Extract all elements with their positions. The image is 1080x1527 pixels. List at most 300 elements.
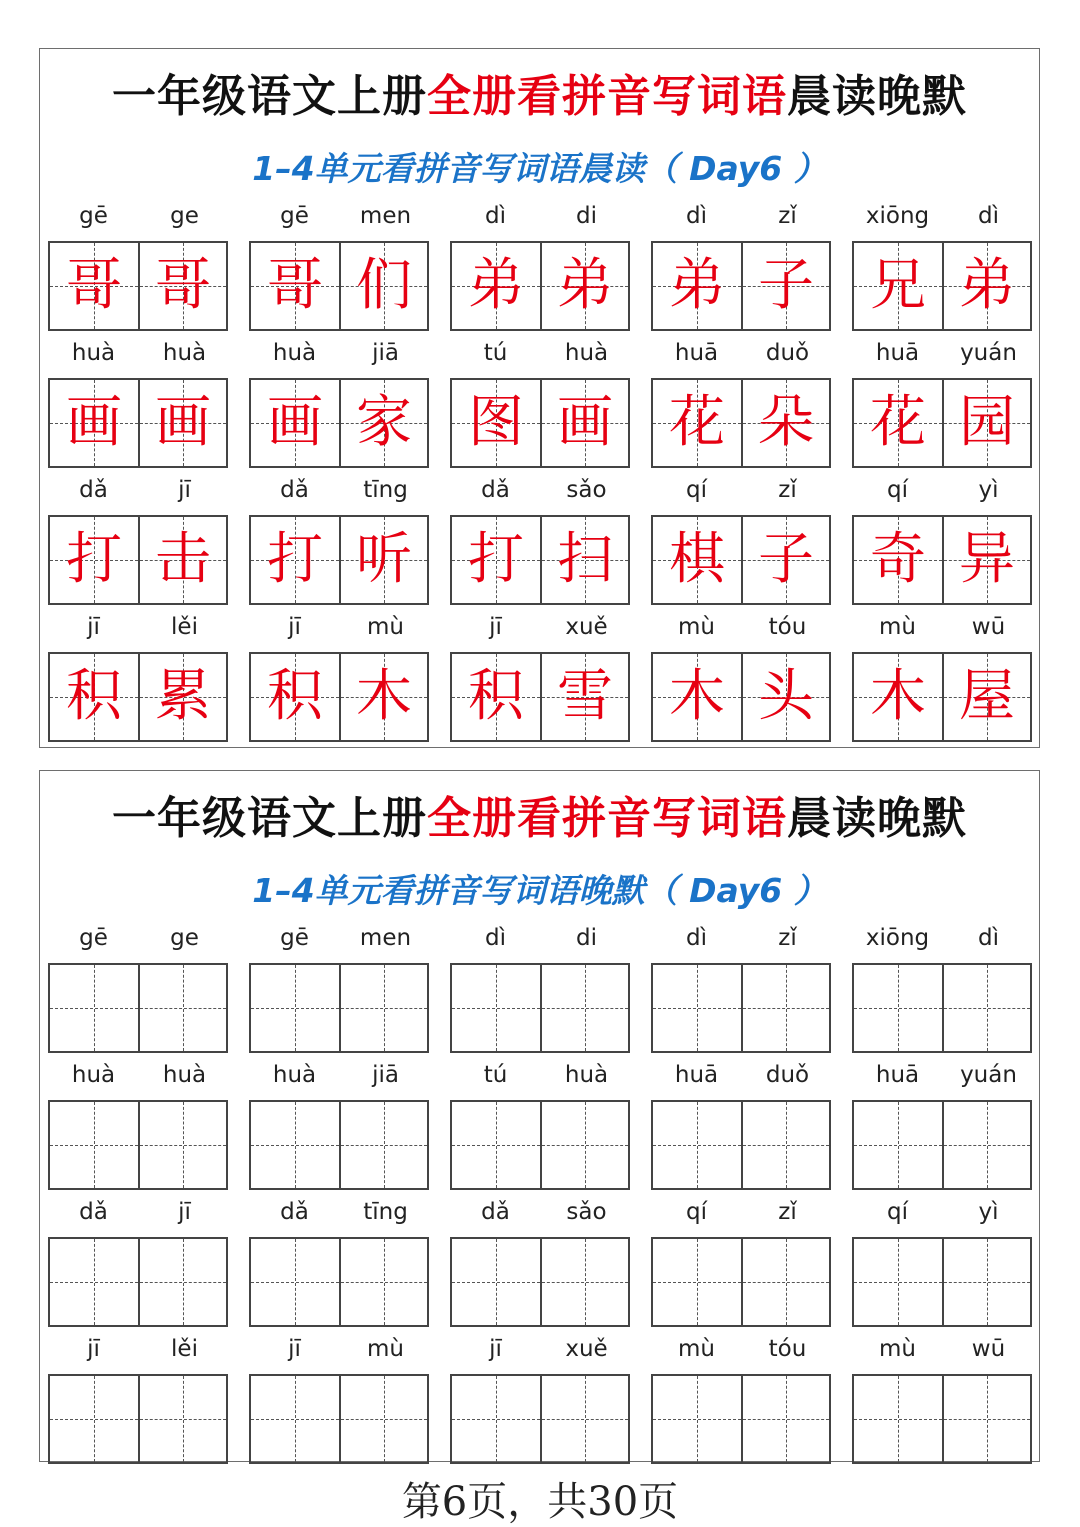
writing-cell[interactable] bbox=[339, 1102, 427, 1188]
writing-cell[interactable] bbox=[854, 1376, 942, 1462]
pinyin: yuán bbox=[960, 1062, 1017, 1088]
tianzige-box[interactable] bbox=[450, 963, 630, 1053]
pinyin: huà bbox=[564, 1062, 609, 1088]
tianzige-box bbox=[48, 652, 228, 742]
pinyin-line bbox=[852, 1332, 1034, 1372]
writing-cell[interactable] bbox=[540, 1102, 628, 1188]
pinyin-line bbox=[48, 1332, 230, 1372]
writing-cell[interactable] bbox=[653, 1376, 741, 1462]
hanzi: 累 bbox=[155, 664, 211, 729]
writing-cell[interactable] bbox=[50, 1102, 138, 1188]
tianzige-box bbox=[852, 652, 1032, 742]
writing-cell[interactable] bbox=[138, 1376, 226, 1462]
hanzi: 积 bbox=[468, 664, 524, 729]
hanzi: 木 bbox=[870, 664, 926, 729]
pinyin-line bbox=[450, 336, 632, 376]
pinyin: mù bbox=[678, 1336, 715, 1362]
tianzige-box[interactable] bbox=[249, 1374, 429, 1464]
pinyin: qí bbox=[887, 1199, 908, 1225]
pinyin-line bbox=[651, 610, 833, 650]
pinyin: jiā bbox=[372, 1062, 399, 1088]
hanzi: 哥 bbox=[66, 253, 122, 318]
word-pair bbox=[48, 921, 230, 1058]
pinyin: jī bbox=[178, 1199, 191, 1225]
pinyin: tīng bbox=[363, 1199, 408, 1225]
pinyin-line bbox=[450, 921, 632, 961]
hanzi: 打 bbox=[468, 527, 524, 592]
tianzige-box bbox=[852, 515, 1032, 605]
hanzi: 听 bbox=[356, 527, 412, 592]
title-topic: 全册看拼音写词语 bbox=[427, 71, 787, 122]
pinyin-line bbox=[450, 199, 632, 239]
pinyin: jī bbox=[288, 1336, 301, 1362]
writing-cell bbox=[854, 654, 942, 740]
word-pair bbox=[852, 473, 1034, 610]
writing-cell bbox=[251, 654, 339, 740]
pinyin: wū bbox=[971, 1336, 1006, 1362]
tianzige-box[interactable] bbox=[852, 1237, 1032, 1327]
writing-cell bbox=[854, 517, 942, 603]
pinyin-line bbox=[450, 473, 632, 513]
word-pair bbox=[651, 199, 833, 336]
pinyin-line bbox=[249, 336, 431, 376]
pinyin: huà bbox=[71, 340, 116, 366]
evening-subtitle: 1–4单元看拼音写词语晚默（ Day6 ） bbox=[252, 871, 827, 910]
pinyin: dǎ bbox=[280, 477, 309, 503]
pinyin: ge bbox=[170, 203, 199, 229]
main-title bbox=[40, 67, 1039, 127]
writing-cell[interactable] bbox=[138, 1239, 226, 1325]
title-mode: 晨读晚默 bbox=[787, 793, 967, 844]
pinyin: lěi bbox=[171, 1336, 198, 1362]
writing-cell[interactable] bbox=[653, 965, 741, 1051]
pinyin-line bbox=[852, 336, 1034, 376]
word-pair bbox=[48, 1058, 230, 1195]
writing-cell[interactable] bbox=[339, 965, 427, 1051]
pinyin: qí bbox=[686, 477, 707, 503]
writing-cell bbox=[251, 380, 339, 466]
word-pair bbox=[852, 921, 1034, 1058]
writing-cell[interactable] bbox=[854, 1102, 942, 1188]
writing-cell[interactable] bbox=[942, 1239, 1030, 1325]
tianzige-box[interactable] bbox=[249, 1100, 429, 1190]
pinyin: dǎ bbox=[79, 477, 108, 503]
writing-cell bbox=[653, 654, 741, 740]
writing-cell bbox=[251, 517, 339, 603]
writing-cell bbox=[452, 517, 540, 603]
pinyin-line bbox=[249, 1195, 431, 1235]
writing-cell bbox=[653, 243, 741, 329]
writing-cell[interactable] bbox=[339, 1376, 427, 1462]
hanzi: 花 bbox=[669, 390, 725, 455]
pinyin: yì bbox=[978, 477, 999, 503]
word-pair bbox=[651, 1195, 833, 1332]
pinyin: xiōng bbox=[865, 203, 930, 229]
pinyin-line bbox=[651, 473, 833, 513]
writing-cell[interactable] bbox=[540, 1376, 628, 1462]
tianzige-box bbox=[450, 652, 630, 742]
tianzige-box[interactable] bbox=[852, 1100, 1032, 1190]
tianzige-box[interactable] bbox=[852, 963, 1032, 1053]
pinyin: tóu bbox=[768, 1336, 807, 1362]
writing-cell[interactable] bbox=[251, 1239, 339, 1325]
pinyin: gē bbox=[280, 203, 309, 229]
hanzi: 击 bbox=[155, 527, 211, 592]
pinyin: gē bbox=[79, 203, 108, 229]
writing-cell[interactable] bbox=[942, 1376, 1030, 1462]
pinyin: dǎ bbox=[79, 1199, 108, 1225]
pinyin: huā bbox=[674, 1062, 719, 1088]
pinyin: huà bbox=[162, 340, 207, 366]
pinyin: duǒ bbox=[765, 340, 810, 366]
word-pair bbox=[450, 336, 632, 473]
writing-cell[interactable] bbox=[50, 1376, 138, 1462]
pinyin: qí bbox=[686, 1199, 707, 1225]
pinyin-line bbox=[852, 473, 1034, 513]
writing-cell bbox=[540, 380, 628, 466]
writing-cell[interactable] bbox=[741, 1239, 829, 1325]
writing-cell bbox=[138, 517, 226, 603]
pinyin: zǐ bbox=[778, 1199, 797, 1225]
writing-cell[interactable] bbox=[540, 1239, 628, 1325]
word-pair bbox=[48, 610, 230, 747]
writing-cell bbox=[854, 380, 942, 466]
pinyin: huà bbox=[564, 340, 609, 366]
writing-cell[interactable] bbox=[138, 1102, 226, 1188]
hanzi: 子 bbox=[758, 253, 814, 318]
pinyin-line bbox=[48, 473, 230, 513]
writing-cell bbox=[741, 654, 829, 740]
writing-cell bbox=[942, 517, 1030, 603]
writing-cell[interactable] bbox=[50, 1239, 138, 1325]
pinyin: lěi bbox=[171, 614, 198, 640]
writing-cell[interactable] bbox=[653, 1102, 741, 1188]
tianzige-box bbox=[651, 241, 831, 331]
tianzige-box[interactable] bbox=[651, 1100, 831, 1190]
writing-cell[interactable] bbox=[741, 1102, 829, 1188]
word-pair bbox=[450, 1332, 632, 1469]
pinyin: jī bbox=[288, 614, 301, 640]
tianzige-box bbox=[450, 378, 630, 468]
pinyin: tú bbox=[483, 340, 508, 366]
tianzige-box bbox=[651, 515, 831, 605]
word-pair bbox=[249, 921, 431, 1058]
word-pair bbox=[450, 199, 632, 336]
pinyin-line bbox=[48, 336, 230, 376]
writing-cell bbox=[339, 380, 427, 466]
writing-cell bbox=[653, 517, 741, 603]
hanzi: 画 bbox=[557, 390, 613, 455]
writing-cell bbox=[339, 243, 427, 329]
hanzi: 头 bbox=[758, 664, 814, 729]
tianzige-box[interactable] bbox=[651, 1374, 831, 1464]
hanzi: 积 bbox=[66, 664, 122, 729]
word-row bbox=[48, 336, 1034, 473]
pinyin: mù bbox=[879, 1336, 916, 1362]
word-pair bbox=[48, 199, 230, 336]
word-pair bbox=[48, 1332, 230, 1469]
writing-cell bbox=[339, 654, 427, 740]
writing-cell bbox=[741, 517, 829, 603]
pinyin-line bbox=[249, 199, 431, 239]
word-pair bbox=[852, 1332, 1034, 1469]
pinyin: huā bbox=[674, 340, 719, 366]
pinyin: jī bbox=[87, 614, 100, 640]
hanzi: 棋 bbox=[669, 527, 725, 592]
pinyin: di bbox=[576, 925, 597, 951]
writing-cell bbox=[50, 380, 138, 466]
tianzige-box[interactable] bbox=[48, 1374, 228, 1464]
pinyin: huà bbox=[272, 1062, 317, 1088]
hanzi: 图 bbox=[468, 390, 524, 455]
title-topic: 全册看拼音写词语 bbox=[427, 793, 787, 844]
pinyin: zǐ bbox=[778, 203, 797, 229]
word-pair bbox=[852, 610, 1034, 747]
pinyin: jī bbox=[87, 1336, 100, 1362]
pinyin-line bbox=[48, 921, 230, 961]
hanzi: 哥 bbox=[267, 253, 323, 318]
word-pair bbox=[48, 336, 230, 473]
pinyin-line bbox=[651, 1058, 833, 1098]
title-mode: 晨读晚默 bbox=[787, 71, 967, 122]
tianzige-box bbox=[651, 652, 831, 742]
hanzi: 园 bbox=[959, 390, 1015, 455]
pinyin: huà bbox=[272, 340, 317, 366]
pinyin: zǐ bbox=[778, 925, 797, 951]
hanzi: 打 bbox=[66, 527, 122, 592]
main-title bbox=[40, 789, 1039, 849]
writing-cell[interactable] bbox=[251, 1376, 339, 1462]
morning-subtitle: 1–4单元看拼音写词语晨读（ Day6 ） bbox=[252, 149, 827, 188]
hanzi: 积 bbox=[267, 664, 323, 729]
tianzige-box[interactable] bbox=[48, 963, 228, 1053]
writing-cell bbox=[452, 380, 540, 466]
pinyin-line bbox=[651, 921, 833, 961]
word-pair bbox=[852, 199, 1034, 336]
hanzi: 打 bbox=[267, 527, 323, 592]
word-row bbox=[48, 1058, 1034, 1195]
pinyin-line bbox=[450, 1332, 632, 1372]
pinyin-line bbox=[651, 336, 833, 376]
word-row bbox=[48, 1195, 1034, 1332]
pinyin: xuě bbox=[565, 1336, 608, 1362]
writing-cell[interactable] bbox=[741, 965, 829, 1051]
word-pair bbox=[651, 473, 833, 610]
writing-cell[interactable] bbox=[50, 965, 138, 1051]
pinyin-line bbox=[852, 921, 1034, 961]
tianzige-box bbox=[249, 241, 429, 331]
pinyin-line bbox=[852, 1058, 1034, 1098]
word-pair bbox=[450, 1195, 632, 1332]
writing-cell[interactable] bbox=[138, 965, 226, 1051]
pinyin: dì bbox=[686, 203, 707, 229]
word-pair bbox=[48, 1195, 230, 1332]
hanzi: 弟 bbox=[959, 253, 1015, 318]
pinyin-line bbox=[249, 921, 431, 961]
tianzige-box bbox=[48, 378, 228, 468]
pinyin: huā bbox=[875, 340, 920, 366]
word-row bbox=[48, 1332, 1034, 1469]
hanzi: 朵 bbox=[758, 390, 814, 455]
hanzi: 屋 bbox=[959, 664, 1015, 729]
pinyin: yuán bbox=[960, 340, 1017, 366]
tianzige-box[interactable] bbox=[48, 1237, 228, 1327]
pinyin: huà bbox=[162, 1062, 207, 1088]
pinyin-line bbox=[48, 199, 230, 239]
word-pair bbox=[450, 610, 632, 747]
word-pair bbox=[249, 336, 431, 473]
writing-cell[interactable] bbox=[942, 965, 1030, 1051]
pinyin: dì bbox=[978, 925, 999, 951]
pinyin: dǎ bbox=[280, 1199, 309, 1225]
tianzige-box[interactable] bbox=[249, 1237, 429, 1327]
tianzige-box bbox=[651, 378, 831, 468]
pinyin: wū bbox=[971, 614, 1006, 640]
word-grid-with-answers bbox=[48, 199, 1034, 747]
tianzige-box[interactable] bbox=[651, 963, 831, 1053]
pinyin: gē bbox=[79, 925, 108, 951]
hanzi: 木 bbox=[356, 664, 412, 729]
writing-cell[interactable] bbox=[452, 965, 540, 1051]
word-pair bbox=[450, 1058, 632, 1195]
pinyin: mù bbox=[678, 614, 715, 640]
writing-cell bbox=[540, 243, 628, 329]
pinyin-line bbox=[48, 1195, 230, 1235]
pinyin: dì bbox=[485, 203, 506, 229]
tianzige-box[interactable] bbox=[450, 1100, 630, 1190]
tianzige-box bbox=[48, 515, 228, 605]
pinyin-line bbox=[852, 1195, 1034, 1235]
hanzi: 画 bbox=[267, 390, 323, 455]
pinyin: mù bbox=[879, 614, 916, 640]
word-pair bbox=[249, 199, 431, 336]
writing-cell[interactable] bbox=[452, 1376, 540, 1462]
word-pair bbox=[48, 473, 230, 610]
pinyin: tóu bbox=[768, 614, 807, 640]
pinyin-line bbox=[651, 1332, 833, 1372]
tianzige-box[interactable] bbox=[450, 1374, 630, 1464]
pinyin: tīng bbox=[363, 477, 408, 503]
writing-cell[interactable] bbox=[854, 965, 942, 1051]
tianzige-box[interactable] bbox=[852, 1374, 1032, 1464]
writing-cell bbox=[942, 654, 1030, 740]
pinyin: dì bbox=[485, 925, 506, 951]
writing-cell bbox=[251, 243, 339, 329]
word-row bbox=[48, 199, 1034, 336]
evening-dictation-sheet bbox=[39, 770, 1040, 1462]
hanzi: 画 bbox=[66, 390, 122, 455]
word-pair bbox=[852, 336, 1034, 473]
word-pair bbox=[651, 921, 833, 1058]
pinyin-line bbox=[852, 610, 1034, 650]
hanzi: 弟 bbox=[557, 253, 613, 318]
writing-cell[interactable] bbox=[452, 1102, 540, 1188]
writing-cell bbox=[942, 243, 1030, 329]
writing-cell bbox=[741, 380, 829, 466]
writing-cell bbox=[50, 654, 138, 740]
tianzige-box bbox=[852, 378, 1032, 468]
writing-cell[interactable] bbox=[540, 965, 628, 1051]
word-pair bbox=[249, 1195, 431, 1332]
tianzige-box[interactable] bbox=[450, 1237, 630, 1327]
writing-cell[interactable] bbox=[251, 1102, 339, 1188]
writing-cell[interactable] bbox=[741, 1376, 829, 1462]
pinyin: dì bbox=[978, 203, 999, 229]
tianzige-box bbox=[450, 241, 630, 331]
tianzige-box bbox=[249, 652, 429, 742]
writing-cell[interactable] bbox=[653, 1239, 741, 1325]
word-pair bbox=[249, 473, 431, 610]
pinyin: men bbox=[359, 925, 412, 951]
pinyin: jī bbox=[489, 614, 502, 640]
hanzi: 画 bbox=[155, 390, 211, 455]
hanzi: 奇 bbox=[870, 527, 926, 592]
writing-cell bbox=[942, 380, 1030, 466]
pinyin: yì bbox=[978, 1199, 999, 1225]
pinyin-line bbox=[249, 610, 431, 650]
word-pair bbox=[651, 1058, 833, 1195]
pinyin: mù bbox=[367, 614, 404, 640]
tianzige-box bbox=[48, 241, 228, 331]
pinyin-line bbox=[450, 1195, 632, 1235]
writing-cell bbox=[50, 243, 138, 329]
pinyin: jiā bbox=[372, 340, 399, 366]
pinyin-line bbox=[48, 1058, 230, 1098]
pinyin: xiōng bbox=[865, 925, 930, 951]
title-grade: 一年级语文上册 bbox=[112, 793, 427, 844]
page-footer: 第6页，共30页 bbox=[401, 1479, 679, 1525]
pinyin: zǐ bbox=[778, 477, 797, 503]
pinyin: huà bbox=[71, 1062, 116, 1088]
tianzige-box bbox=[450, 515, 630, 605]
pinyin-line bbox=[450, 1058, 632, 1098]
tianzige-box[interactable] bbox=[249, 963, 429, 1053]
word-pair bbox=[450, 921, 632, 1058]
pinyin: xuě bbox=[565, 614, 608, 640]
tianzige-box[interactable] bbox=[651, 1237, 831, 1327]
tianzige-box bbox=[249, 378, 429, 468]
pinyin-line bbox=[450, 610, 632, 650]
pinyin: dǎ bbox=[481, 477, 510, 503]
word-pair bbox=[651, 1332, 833, 1469]
hanzi: 异 bbox=[959, 527, 1015, 592]
writing-cell[interactable] bbox=[942, 1102, 1030, 1188]
writing-cell[interactable] bbox=[854, 1239, 942, 1325]
hanzi: 哥 bbox=[155, 253, 211, 318]
writing-cell bbox=[138, 380, 226, 466]
pinyin: jī bbox=[489, 1336, 502, 1362]
writing-cell[interactable] bbox=[251, 965, 339, 1051]
word-pair bbox=[450, 473, 632, 610]
writing-cell[interactable] bbox=[452, 1239, 540, 1325]
writing-cell bbox=[540, 654, 628, 740]
word-grid-blank bbox=[48, 921, 1034, 1469]
tianzige-box[interactable] bbox=[48, 1100, 228, 1190]
writing-cell bbox=[653, 380, 741, 466]
pinyin: sǎo bbox=[566, 1199, 607, 1225]
word-row bbox=[48, 921, 1034, 1058]
writing-cell bbox=[540, 517, 628, 603]
writing-cell[interactable] bbox=[339, 1239, 427, 1325]
writing-cell bbox=[741, 243, 829, 329]
word-pair bbox=[852, 1058, 1034, 1195]
hanzi: 弟 bbox=[669, 253, 725, 318]
hanzi: 弟 bbox=[468, 253, 524, 318]
hanzi: 花 bbox=[870, 390, 926, 455]
pinyin: dǎ bbox=[481, 1199, 510, 1225]
pinyin: tú bbox=[483, 1062, 508, 1088]
pinyin-line bbox=[249, 1332, 431, 1372]
